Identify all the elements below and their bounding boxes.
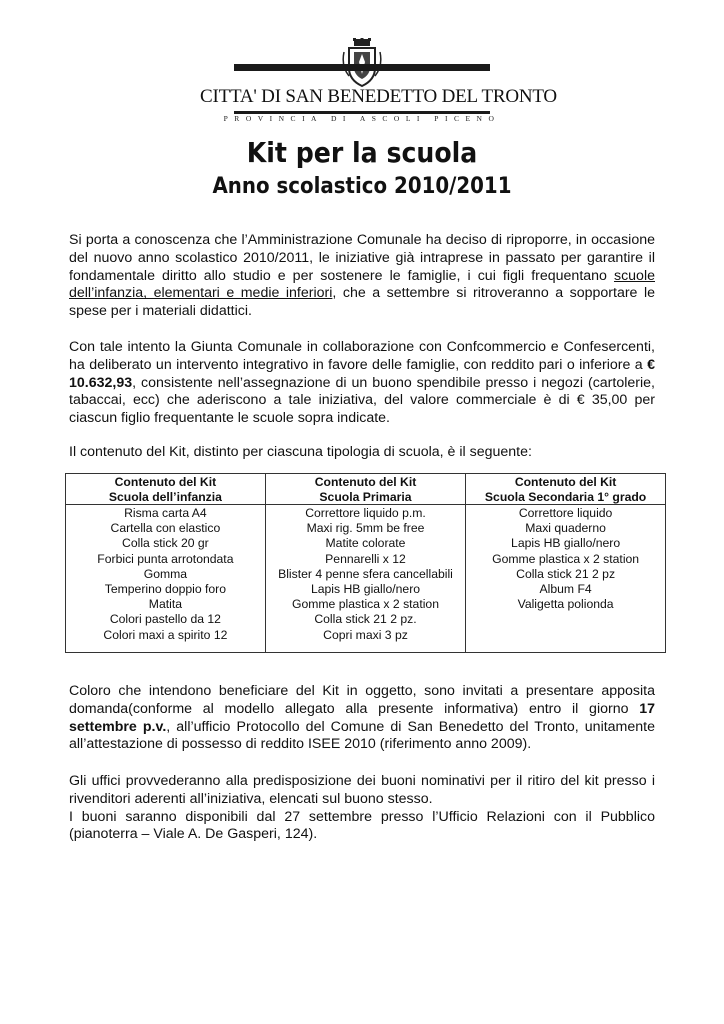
kit-item: Gomma [143,566,188,581]
table-body-row [66,505,666,653]
kit-item: Colori pastello da 12 [109,612,221,627]
kit-item: Temperino doppio foro [104,582,227,597]
kit-item: Lapis HB giallo/nero [511,536,621,551]
coat-of-arms-icon [341,38,383,88]
kit-item: Correttore liquido [518,506,613,520]
kit-item: Maxi rig. 5mm be free [306,521,425,536]
closing-line-2: I buoni saranno disponibili dal 27 settembre presso l’Ufficio Relazioni con il Pubblico (pianoterra – Viale A. De Gasperi, 124). [69,808,655,843]
kit-item: Gomme plastica x 2 station [492,551,640,566]
column-primaria-items [265,505,465,653]
kit-item: Valigetta polionda [517,597,614,612]
kit-item: Colori maxi a spirito 12 [103,627,228,642]
column-infanzia-items [66,505,266,653]
income-paragraph [69,339,655,428]
kit-item: Matita [148,597,182,612]
kit-intro-paragraph: Il contenuto del Kit, distinto per ciascuna tipologia di scuola, è il seguente: [69,444,532,460]
table-header-infanzia: Contenuto del Kit Scuola dell’infanzia [66,474,266,505]
kit-item: Colla stick 21 2 pz. [314,612,417,627]
kit-item: Lapis HB giallo/nero [310,582,421,597]
application-text-start: Coloro che intendono beneficiare del Kit in oggetto, sono invitati a presentare apposita domanda(conforme al modello allegato alla presente informativa) entro il giorno [69,683,655,717]
kit-item: Copri maxi 3 pz [323,627,408,642]
column-secondaria-items [466,505,666,653]
kit-item: Blister 4 penne sfera cancellabili [278,566,453,581]
kit-item: Maxi quaderno [525,521,606,536]
table-header-row [66,474,666,505]
document-subtitle: Anno scolastico 2010/2011 [212,174,512,199]
city-name: CITTA' DI SAN BENEDETTO DEL TRONTO [200,86,557,107]
application-paragraph [69,683,655,754]
kit-item: Pennarelli x 12 [325,551,406,566]
intro-text-start: Si porta a conoscenza che l’Amministrazione Comunale ha deciso di riproporre, in occasione del nuovo anno scolastico 2010/2011, le iniziative già intraprese in passato per garantire il fondamentale diritto allo studio e per sostenere le famiglie, i cui figli frequentano [69,232,655,284]
income-text-end: , consistente nell’assegnazione di un buono spendibile presso i negozi (cartolerie, tabaccai, ecc) che aderiscono a tale iniziativa, del valore commerciale è di € 35,00 per ciascun figlio frequentante le scuole sopra indicate. [69,374,655,427]
closing-paragraph [69,773,655,844]
intro-paragraph [69,232,655,321]
kit-contents-table [65,473,666,653]
intro-text-end: , che a settembre si ritroveranno a sopportare le spese per i materiali didattici. [69,285,655,320]
kit-item: Album F4 [539,582,592,597]
document-title: Kit per la scuola [246,136,478,169]
application-text-end: , all’ufficio Protocollo del Comune di San Benedetto del Tronto, unitamente all’attestazione di possesso di reddito ISEE 2010 (riferimento anno 2009). [69,718,655,753]
province-name: PROVINCIA DI ASCOLI PICENO [223,114,501,123]
kit-item: Cartella con elastico [110,521,221,536]
kit-item: Gomme plastica x 2 station [291,597,439,612]
kit-item: Colla stick 20 gr [122,536,209,551]
income-text-start: Con tale intento la Giunta Comunale in collaborazione con Confcommercio e Confesercenti, ha deliberato un intervento integrativo in favore delle famiglie, con reddito pari o inferiore a [69,339,655,373]
application-deadline: 17 settembre p.v. [69,700,655,735]
kit-item: Risma carta A4 [124,506,207,520]
kit-item: Correttore liquido p.m. [305,506,426,520]
kit-item: Matite colorate [325,536,406,551]
closing-line-1: Gli uffici provvederanno alla predisposizione dei buoni nominativi per il ritiro del kit presso i rivenditori aderenti all’iniziativa, elencati sul buono stesso. [69,773,655,807]
kit-item: Colla stick 21 2 pz [516,566,616,581]
kit-item: Forbici punta arrotondata [97,551,234,566]
letterhead-rule-top [234,64,490,71]
table-header-primaria: Contenuto del Kit Scuola Primaria [265,474,465,505]
income-threshold-amount: € 10.632,93 [69,356,655,391]
table-header-secondaria: Contenuto del Kit Scuola Secondaria 1° grado [466,474,666,505]
school-types-underlined: scuole dell’infanzia, elementari e medie inferiori [69,267,655,302]
